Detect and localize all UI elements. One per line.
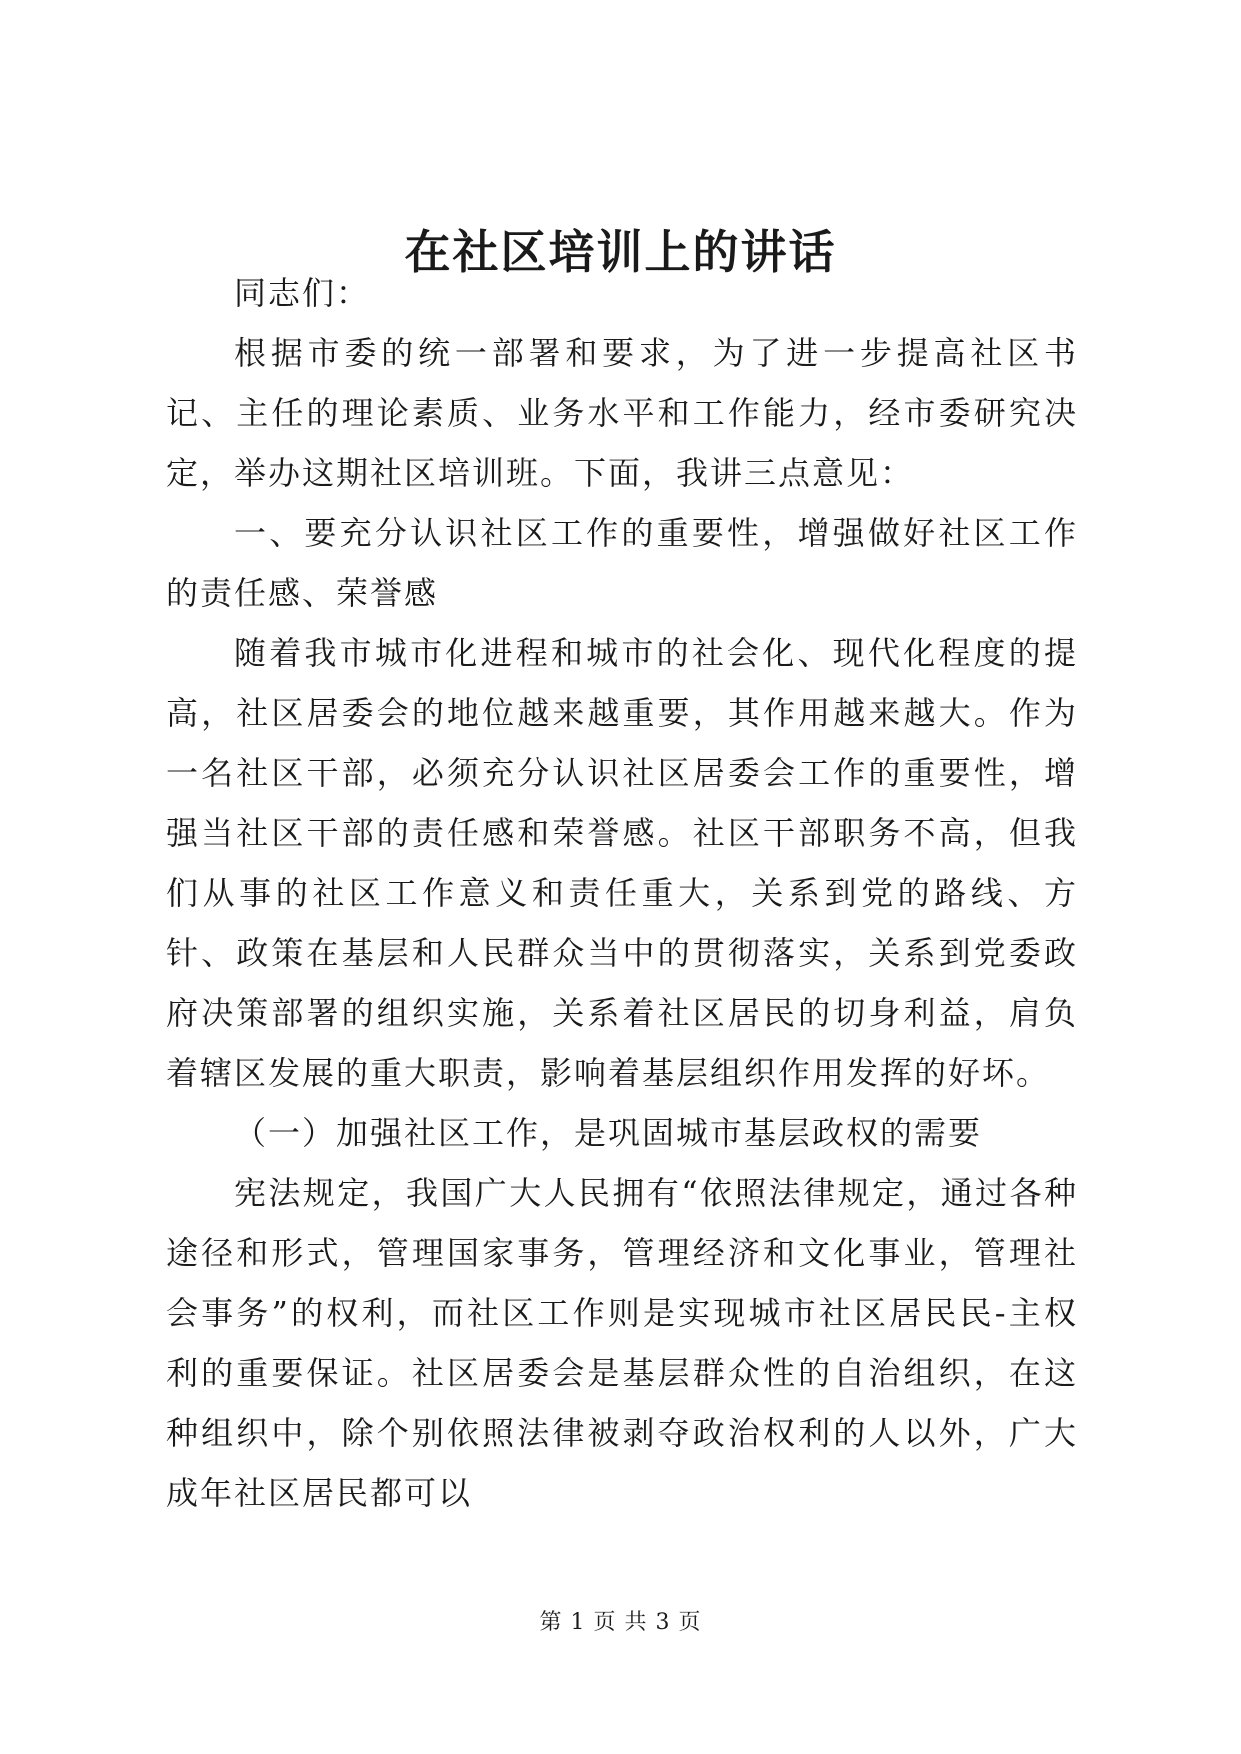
- subsection-heading-1: （一）加强社区工作，是巩固城市基层政权的需要: [234, 1114, 983, 1152]
- salutation-paragraph: 同志们：: [234, 274, 371, 312]
- body-paragraph: 宪法规定，我国广大人民拥有“依照法律规定，通过各种途径和形式，管理国家事务，管理经济和文化事业，管理社会事务”的权利，而社区工作则是实现城市社区居民民-主权利的重要保证。社区居委会是基层群众性的自治组织，在这种组织中，除个别依照法律被剥夺政治权利的人以外，广大成年社区居民都可以: [166, 1174, 1078, 1512]
- page-number-footer: 第 1 页 共 3 页: [539, 1610, 702, 1635]
- body-paragraph: 随着我市城市化进程和城市的社会化、现代化程度的提高，社区居委会的地位越来越重要，其作用越来越大。作为一名社区干部，必须充分认识社区居委会工作的重要性，增强当社区干部的责任感和荣誉感。社区干部职务不高，但我们从事的社区工作意义和责任重大，关系到党的路线、方针、政策在基层和人民群众当中的贯彻落实，关系到党委政府决策部署的组织实施，关系着社区居民的切身利益，肩负着辖区发展的重大职责，影响着基层组织作用发挥的好坏。: [166, 634, 1078, 1092]
- section-heading-1: 一、要充分认识社区工作的重要性，增强做好社区工作的责任感、荣誉感: [166, 514, 1078, 612]
- intro-paragraph: 根据市委的统一部署和要求，为了进一步提高社区书记、主任的理论素质、业务水平和工作能力，经市委研究决定，举办这期社区培训班。下面，我讲三点意见：: [166, 334, 1078, 492]
- document-title: 在社区培训上的讲话: [404, 225, 837, 279]
- document-body: [166, 263, 1078, 1523]
